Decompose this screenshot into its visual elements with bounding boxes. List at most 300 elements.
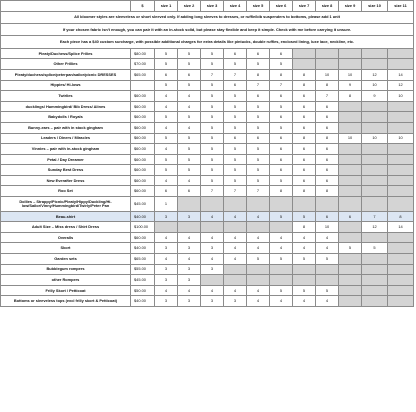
size-cell: 5 bbox=[201, 91, 224, 102]
item-name: Sunday Best Dress bbox=[1, 165, 131, 176]
size-cell: 5 bbox=[178, 133, 201, 144]
table-row bbox=[1, 59, 414, 70]
size-cell bbox=[362, 254, 388, 265]
size-cell: 5 bbox=[270, 254, 293, 265]
size-cell: 3 bbox=[201, 264, 224, 275]
size-cell: 6 bbox=[155, 186, 178, 197]
size-cell bbox=[339, 264, 362, 275]
size-cell: 4 bbox=[155, 144, 178, 155]
table-row bbox=[1, 165, 414, 176]
table-row bbox=[1, 275, 414, 286]
item-price: $40.00 bbox=[131, 296, 155, 307]
size-cell: 7 bbox=[224, 186, 247, 197]
size-cell: 3 bbox=[201, 296, 224, 307]
table-row bbox=[1, 133, 414, 144]
size-cell bbox=[293, 264, 316, 275]
size-cell: 1 bbox=[155, 197, 178, 212]
size-cell: 5 bbox=[224, 91, 247, 102]
size-cell: 4 bbox=[201, 232, 224, 243]
size-cell: 5 bbox=[155, 59, 178, 70]
size-cell bbox=[224, 197, 247, 212]
table-row bbox=[1, 211, 414, 222]
size-cell: 6 bbox=[247, 91, 270, 102]
size-cell: 10 bbox=[362, 133, 388, 144]
size-cell: 7 bbox=[224, 69, 247, 80]
size-cell: 5 bbox=[178, 165, 201, 176]
size-cell bbox=[293, 48, 316, 59]
column-header: size 7 bbox=[293, 1, 316, 12]
size-cell: 8 bbox=[339, 91, 362, 102]
size-cell: 6 bbox=[224, 48, 247, 59]
size-cell: 4 bbox=[224, 254, 247, 265]
size-cell: 7 bbox=[201, 186, 224, 197]
item-price: $70.00 bbox=[131, 59, 155, 70]
item-name: Dollies – Strappy/Picnic/Pleaty/Hippy/Duckling/Hi-low/Sailor/Vinny/Hummingbird/Twirly/Peter Pan bbox=[1, 197, 131, 212]
size-cell: 4 bbox=[178, 122, 201, 133]
table-row bbox=[1, 285, 414, 296]
size-cell bbox=[362, 122, 388, 133]
size-cell: 4 bbox=[293, 296, 316, 307]
size-cell: 4 bbox=[247, 232, 270, 243]
column-header: size 11 bbox=[388, 1, 414, 12]
size-cell: 4 bbox=[224, 232, 247, 243]
size-cell bbox=[224, 222, 247, 233]
item-price: $60.00 bbox=[131, 144, 155, 155]
item-name: Petal / Day Dreamer bbox=[1, 154, 131, 165]
size-cell: 5 bbox=[339, 243, 362, 254]
size-cell bbox=[270, 197, 293, 212]
size-cell: 4 bbox=[316, 296, 339, 307]
size-cell: 9 bbox=[362, 91, 388, 102]
table-row bbox=[1, 197, 414, 212]
size-cell bbox=[316, 264, 339, 275]
size-cell: 4 bbox=[178, 285, 201, 296]
item-price: $60.00 bbox=[131, 133, 155, 144]
column-header bbox=[1, 1, 131, 12]
note-text: If your chosen fabric isn't enough, you can pair it with an in-stock solid, but please stay flexible and keep it simple. Check with me before carrying it unsure. bbox=[1, 23, 414, 35]
size-cell: 4 bbox=[224, 211, 247, 222]
note-row bbox=[1, 11, 414, 23]
column-header: size 1 bbox=[155, 1, 178, 12]
size-cell: 5 bbox=[155, 48, 178, 59]
size-cell: 5 bbox=[224, 122, 247, 133]
column-header: $ bbox=[131, 1, 155, 12]
size-cell: 5 bbox=[247, 101, 270, 112]
size-cell bbox=[362, 154, 388, 165]
size-cell bbox=[339, 175, 362, 186]
size-cell: 5 bbox=[201, 154, 224, 165]
table-row bbox=[1, 154, 414, 165]
size-cell: 4 bbox=[270, 296, 293, 307]
item-price: $50.00 bbox=[131, 285, 155, 296]
size-cell: 6 bbox=[270, 165, 293, 176]
size-cell bbox=[362, 275, 388, 286]
size-cell: 4 bbox=[155, 232, 178, 243]
size-cell: 6 bbox=[293, 144, 316, 155]
item-name: Bottoms or sleeveless tops (excl frilly skort & Petticoat) bbox=[1, 296, 131, 307]
size-cell: 5 bbox=[316, 254, 339, 265]
size-cell: 3 bbox=[178, 275, 201, 286]
table-row bbox=[1, 243, 414, 254]
size-cell: 5 bbox=[224, 112, 247, 123]
item-price: $80.00 bbox=[131, 48, 155, 59]
size-cell: 5 bbox=[270, 175, 293, 186]
item-price: $60.00 bbox=[131, 186, 155, 197]
size-cell bbox=[178, 222, 201, 233]
item-name: Pleaty/Duchess/Splice Frilies bbox=[1, 48, 131, 59]
size-cell: 4 bbox=[178, 91, 201, 102]
size-cell: 5 bbox=[247, 254, 270, 265]
size-cell bbox=[339, 165, 362, 176]
item-name: Adult Size – Miss dress / Shirt Dress bbox=[1, 222, 131, 233]
item-price: $65.00 bbox=[131, 69, 155, 80]
size-cell: 6 bbox=[316, 175, 339, 186]
size-cell: 8 bbox=[293, 222, 316, 233]
item-price: $60.00 bbox=[131, 91, 155, 102]
size-cell: 6 bbox=[270, 133, 293, 144]
size-cell bbox=[362, 112, 388, 123]
size-cell bbox=[388, 59, 414, 70]
size-cell bbox=[316, 275, 339, 286]
size-cell: 4 bbox=[247, 285, 270, 296]
size-cell bbox=[155, 222, 178, 233]
size-cell bbox=[293, 197, 316, 212]
size-cell bbox=[362, 165, 388, 176]
size-cell: 5 bbox=[201, 144, 224, 155]
size-cell bbox=[388, 275, 414, 286]
size-cell: 5 bbox=[178, 80, 201, 91]
size-cell bbox=[201, 222, 224, 233]
size-cell bbox=[339, 197, 362, 212]
size-cell bbox=[388, 186, 414, 197]
size-cell: 6 bbox=[316, 211, 339, 222]
size-cell bbox=[316, 197, 339, 212]
size-cell bbox=[388, 232, 414, 243]
size-cell: 6 bbox=[155, 69, 178, 80]
size-cell: 8 bbox=[316, 80, 339, 91]
item-name: Leaders / Diners / Miracles bbox=[1, 133, 131, 144]
size-cell: 10 bbox=[362, 80, 388, 91]
size-cell: 3 bbox=[155, 296, 178, 307]
size-cell bbox=[270, 264, 293, 275]
size-cell: 3 bbox=[178, 211, 201, 222]
size-cell bbox=[388, 144, 414, 155]
size-cell: 3 bbox=[201, 243, 224, 254]
size-cell: 5 bbox=[201, 133, 224, 144]
item-price bbox=[131, 80, 155, 91]
item-price: $55.00 bbox=[131, 264, 155, 275]
item-name: Hippies/ Hi-lows bbox=[1, 80, 131, 91]
size-cell: 5 bbox=[224, 175, 247, 186]
size-cell: 6 bbox=[178, 69, 201, 80]
item-name: ducklings/ Hummingbird/ Bib Dress/ Alines bbox=[1, 101, 131, 112]
size-cell: 5 bbox=[270, 285, 293, 296]
size-cell: 6 bbox=[270, 112, 293, 123]
size-cell: 5 bbox=[224, 101, 247, 112]
size-cell: 5 bbox=[201, 48, 224, 59]
item-name: Vinnies – pair with in-stock gingham bbox=[1, 144, 131, 155]
size-cell: 4 bbox=[247, 296, 270, 307]
size-cell: 7 bbox=[362, 211, 388, 222]
size-cell: 4 bbox=[224, 243, 247, 254]
size-cell bbox=[388, 112, 414, 123]
size-cell: 5 bbox=[201, 122, 224, 133]
item-name: Garden sets bbox=[1, 254, 131, 265]
size-cell: 5 bbox=[316, 285, 339, 296]
size-cell: 14 bbox=[388, 222, 414, 233]
size-cell: 5 bbox=[293, 211, 316, 222]
item-price: $40.00 bbox=[131, 211, 155, 222]
table-row bbox=[1, 48, 414, 59]
table-row bbox=[1, 69, 414, 80]
size-cell bbox=[388, 296, 414, 307]
size-cell: 8 bbox=[293, 186, 316, 197]
size-cell: 6 bbox=[316, 154, 339, 165]
column-header: size 5 bbox=[247, 1, 270, 12]
item-name: Other Frillies bbox=[1, 59, 131, 70]
size-cell bbox=[247, 264, 270, 275]
size-cell: 10 bbox=[339, 133, 362, 144]
size-cell: 4 bbox=[155, 91, 178, 102]
size-cell bbox=[362, 175, 388, 186]
size-cell: 5 bbox=[201, 175, 224, 186]
size-cell bbox=[293, 275, 316, 286]
table-row bbox=[1, 144, 414, 155]
size-cell bbox=[388, 122, 414, 133]
size-cell: 3 bbox=[155, 275, 178, 286]
size-cell bbox=[339, 186, 362, 197]
size-cell: 5 bbox=[178, 112, 201, 123]
size-cell: 6 bbox=[293, 101, 316, 112]
item-price: $60.00 bbox=[131, 122, 155, 133]
size-cell: 5 bbox=[155, 80, 178, 91]
size-cell bbox=[339, 296, 362, 307]
size-cell bbox=[388, 197, 414, 212]
note-row bbox=[1, 36, 414, 48]
size-cell: 7 bbox=[201, 69, 224, 80]
table-row bbox=[1, 175, 414, 186]
size-cell bbox=[388, 285, 414, 296]
size-cell: 4 bbox=[155, 101, 178, 112]
size-cell: 5 bbox=[247, 112, 270, 123]
item-price: $60.00 bbox=[131, 175, 155, 186]
size-cell: 12 bbox=[362, 69, 388, 80]
size-cell: 5 bbox=[247, 59, 270, 70]
size-cell: 4 bbox=[247, 211, 270, 222]
size-cell: 4 bbox=[293, 243, 316, 254]
size-cell: 5 bbox=[293, 285, 316, 296]
size-cell: 4 bbox=[155, 175, 178, 186]
size-cell: 5 bbox=[155, 154, 178, 165]
item-price: $60.00 bbox=[131, 154, 155, 165]
size-cell: 3 bbox=[155, 264, 178, 275]
column-header: size 3 bbox=[201, 1, 224, 12]
size-cell: 4 bbox=[224, 285, 247, 296]
size-cell bbox=[339, 101, 362, 112]
column-header: size 10 bbox=[362, 1, 388, 12]
size-cell: 5 bbox=[155, 165, 178, 176]
size-cell: 5 bbox=[178, 59, 201, 70]
size-cell: 5 bbox=[270, 211, 293, 222]
column-header: size 2 bbox=[178, 1, 201, 12]
size-cell: 10 bbox=[339, 69, 362, 80]
size-cell: 4 bbox=[316, 232, 339, 243]
size-cell bbox=[339, 59, 362, 70]
item-name: New Everafter Dress bbox=[1, 175, 131, 186]
size-cell: 12 bbox=[362, 222, 388, 233]
size-cell: 7 bbox=[316, 91, 339, 102]
size-cell: 8 bbox=[293, 69, 316, 80]
size-cell: 4 bbox=[155, 122, 178, 133]
size-cell: 10 bbox=[388, 133, 414, 144]
size-cell bbox=[388, 243, 414, 254]
item-price: $60.00 bbox=[131, 101, 155, 112]
size-cell: 6 bbox=[293, 122, 316, 133]
size-cell bbox=[362, 197, 388, 212]
table-row bbox=[1, 222, 414, 233]
size-cell bbox=[339, 222, 362, 233]
size-cell bbox=[339, 285, 362, 296]
size-cell: 4 bbox=[247, 243, 270, 254]
size-cell bbox=[247, 197, 270, 212]
size-cell: 6 bbox=[178, 186, 201, 197]
size-cell: 4 bbox=[155, 285, 178, 296]
table-row bbox=[1, 91, 414, 102]
item-price: $60.00 bbox=[131, 232, 155, 243]
table-row bbox=[1, 232, 414, 243]
size-cell: 6 bbox=[224, 133, 247, 144]
size-cell: 6 bbox=[339, 211, 362, 222]
size-cell: 4 bbox=[316, 243, 339, 254]
item-name: Roo Set bbox=[1, 186, 131, 197]
item-name: Bubblegum rompers bbox=[1, 264, 131, 275]
size-cell: 5 bbox=[362, 243, 388, 254]
size-cell: 3 bbox=[155, 243, 178, 254]
size-cell: 4 bbox=[155, 254, 178, 265]
size-cell bbox=[201, 197, 224, 212]
size-cell: 4 bbox=[178, 232, 201, 243]
table-row bbox=[1, 122, 414, 133]
item-name: Pleaty/duchess/splice/peterpan/sailor/picnic DRESSES bbox=[1, 69, 131, 80]
size-cell: 8 bbox=[293, 80, 316, 91]
note-text: Each piece has a $40 custom surcharge, with possible additional charges for extra details like pintucks, double ruffles, enclosed lining, luxe lace, neckline, etc. bbox=[1, 36, 414, 48]
item-name: Beau-shirt bbox=[1, 211, 131, 222]
size-cell bbox=[388, 48, 414, 59]
size-cell: 6 bbox=[293, 165, 316, 176]
size-cell bbox=[224, 264, 247, 275]
size-cell: 4 bbox=[270, 232, 293, 243]
size-cell bbox=[178, 197, 201, 212]
size-cell: 6 bbox=[293, 112, 316, 123]
size-cell: 10 bbox=[316, 222, 339, 233]
size-cell: 5 bbox=[201, 165, 224, 176]
item-name: Overalls bbox=[1, 232, 131, 243]
size-cell bbox=[362, 59, 388, 70]
size-cell: 3 bbox=[178, 243, 201, 254]
size-cell: 6 bbox=[316, 122, 339, 133]
size-cell bbox=[362, 232, 388, 243]
size-cell bbox=[270, 275, 293, 286]
size-cell: 6 bbox=[316, 101, 339, 112]
size-cell bbox=[388, 264, 414, 275]
size-cell: 5 bbox=[178, 48, 201, 59]
column-header: size 6 bbox=[270, 1, 293, 12]
size-cell: 6 bbox=[293, 91, 316, 102]
size-cell: 3 bbox=[178, 296, 201, 307]
column-header: size 4 bbox=[224, 1, 247, 12]
size-cell: 5 bbox=[247, 175, 270, 186]
table-row bbox=[1, 264, 414, 275]
table-row bbox=[1, 112, 414, 123]
size-cell: 3 bbox=[224, 296, 247, 307]
size-cell: 8 bbox=[316, 186, 339, 197]
size-cell: 7 bbox=[270, 80, 293, 91]
size-cell: 4 bbox=[201, 211, 224, 222]
size-cell bbox=[339, 144, 362, 155]
size-cell: 5 bbox=[247, 122, 270, 133]
size-cell bbox=[388, 254, 414, 265]
item-name: Skort bbox=[1, 243, 131, 254]
size-cell: 5 bbox=[247, 154, 270, 165]
size-cell: 6 bbox=[316, 144, 339, 155]
size-cell bbox=[247, 222, 270, 233]
size-cell: 5 bbox=[201, 101, 224, 112]
size-cell bbox=[388, 175, 414, 186]
size-cell: 4 bbox=[293, 232, 316, 243]
item-name: Frilly Skort / Petticoat bbox=[1, 285, 131, 296]
header-row bbox=[1, 1, 414, 12]
size-cell: 5 bbox=[270, 59, 293, 70]
size-cell bbox=[316, 59, 339, 70]
size-cell: 8 bbox=[293, 133, 316, 144]
table-row bbox=[1, 80, 414, 91]
size-cell: 8 bbox=[388, 211, 414, 222]
item-price: $65.00 bbox=[131, 254, 155, 265]
item-price: $100.00 bbox=[131, 222, 155, 233]
size-cell bbox=[388, 154, 414, 165]
item-price: $40.00 bbox=[131, 243, 155, 254]
table-row bbox=[1, 101, 414, 112]
size-cell bbox=[201, 275, 224, 286]
size-cell bbox=[362, 48, 388, 59]
size-cell: 6 bbox=[293, 175, 316, 186]
size-cell bbox=[362, 296, 388, 307]
size-cell: 6 bbox=[270, 48, 293, 59]
size-cell: 4 bbox=[178, 101, 201, 112]
item-price: $60.00 bbox=[131, 112, 155, 123]
size-cell bbox=[388, 101, 414, 112]
size-cell: 6 bbox=[247, 48, 270, 59]
size-cell: 10 bbox=[388, 91, 414, 102]
size-cell: 5 bbox=[155, 112, 178, 123]
size-cell bbox=[293, 59, 316, 70]
item-price: $45.00 bbox=[131, 275, 155, 286]
table-row bbox=[1, 296, 414, 307]
size-cell: 5 bbox=[224, 154, 247, 165]
column-header: size 8 bbox=[316, 1, 339, 12]
size-cell bbox=[362, 186, 388, 197]
item-name: Babydolls / Royals bbox=[1, 112, 131, 123]
size-cell: 5 bbox=[224, 59, 247, 70]
size-cell: 5 bbox=[201, 112, 224, 123]
size-cell bbox=[362, 144, 388, 155]
size-cell: 6 bbox=[270, 144, 293, 155]
size-cell: 8 bbox=[270, 69, 293, 80]
size-cell: 3 bbox=[178, 264, 201, 275]
size-cell: 6 bbox=[270, 91, 293, 102]
size-cell: 4 bbox=[201, 285, 224, 296]
size-cell: 5 bbox=[201, 59, 224, 70]
